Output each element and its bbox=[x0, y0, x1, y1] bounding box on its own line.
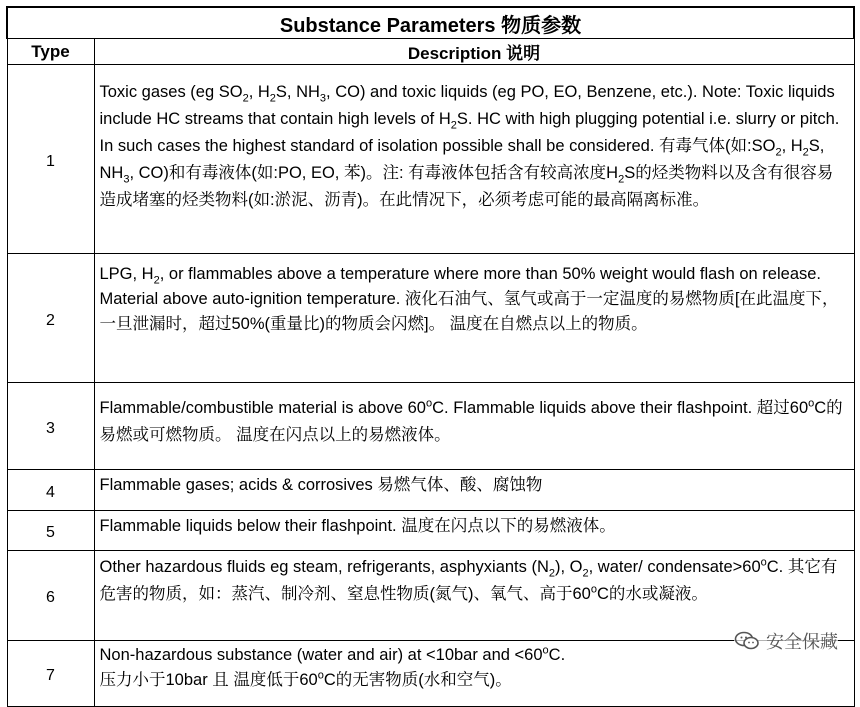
table-row bbox=[7, 470, 854, 511]
table-title: Substance Parameters 物质参数 bbox=[7, 7, 854, 39]
table-row bbox=[7, 383, 854, 470]
description-cell: Toxic gases (eg $SO_2$, $H_2S$, $NH_3$, CO) and toxic liquids (eg PO, EO, Benzene, etc.). Note: Toxic liquids include HC streams that contain high levels of $H_2S$. HC with high plugging potential i.e. slurry or pitch. In such cases the highest standard of isolation possible shall be considered. 有毒气体(如$:SO_2$, $H_2S$, $NH_3$, CO)和有毒液体(如:PO, EO, 苯)。注: 有毒液体包括含有较高浓度$H_2S$的烃类物料以及含有很容易造成堵塞的烃类物料(如:淤泥、沥青)。在此情况下，必须考虑可能的最高隔离标准。 bbox=[94, 65, 854, 254]
type-cell: 7 bbox=[7, 641, 94, 707]
type-cell: 6 bbox=[7, 551, 94, 641]
header-type: Type bbox=[7, 39, 94, 65]
table-row bbox=[7, 65, 854, 254]
header-description: Description 说明 bbox=[94, 39, 854, 65]
description-cell: Flammable gases; acids & corrosives 易燃气体、酸、腐蚀物 bbox=[94, 470, 854, 511]
description-cell: Other hazardous fluids eg steam, refrigerants, asphyxiants $(N_2)$, $O_2$, water/ $condensate>60^oC$. 其它有危害的物质，如：蒸汽、制冷剂、窒息性物质(氮气)、氧气、高于60$^o$C的水或凝液。 bbox=[94, 551, 854, 641]
wechat-icon bbox=[734, 631, 760, 651]
table-row bbox=[7, 254, 854, 383]
description-cell: Non-hazardous substance (water and air) at <10bar and $<60^oC$. 压力小于10bar 且 温度低于60$^o$C的无害物质(水和空气)。 bbox=[94, 641, 854, 707]
type-cell: 2 bbox=[7, 254, 94, 383]
table-row bbox=[7, 551, 854, 641]
description-cell: Flammable/combustible material is above 60$^o$C. Flammable liquids above their flashpoint. 超过60$^o$C的易燃或可燃物质。 温度在闪点以上的易燃液体。 bbox=[94, 383, 854, 470]
table-row bbox=[7, 511, 854, 551]
substance-parameters-table bbox=[6, 6, 855, 707]
type-cell: 4 bbox=[7, 470, 94, 511]
type-cell: 1 bbox=[7, 65, 94, 254]
watermark bbox=[734, 628, 838, 654]
type-cell: 3 bbox=[7, 383, 94, 470]
description-cell: LPG, $H_2$, or flammables above a temperature where more than 50% weight would flash on release. Material above auto-ignition temperature. 液化石油气、氢气或高于一定温度的易燃物质[在此温度下，一旦泄漏时，超过50%(重量比)的物质会闪燃]。 温度在自燃点以上的物质。 bbox=[94, 254, 854, 383]
description-cell: Flammable liquids below their flashpoint. 温度在闪点以下的易燃液体。 bbox=[94, 511, 854, 551]
table-row bbox=[7, 641, 854, 707]
watermark-text: 安全保藏 bbox=[766, 632, 838, 652]
type-cell: 5 bbox=[7, 511, 94, 551]
